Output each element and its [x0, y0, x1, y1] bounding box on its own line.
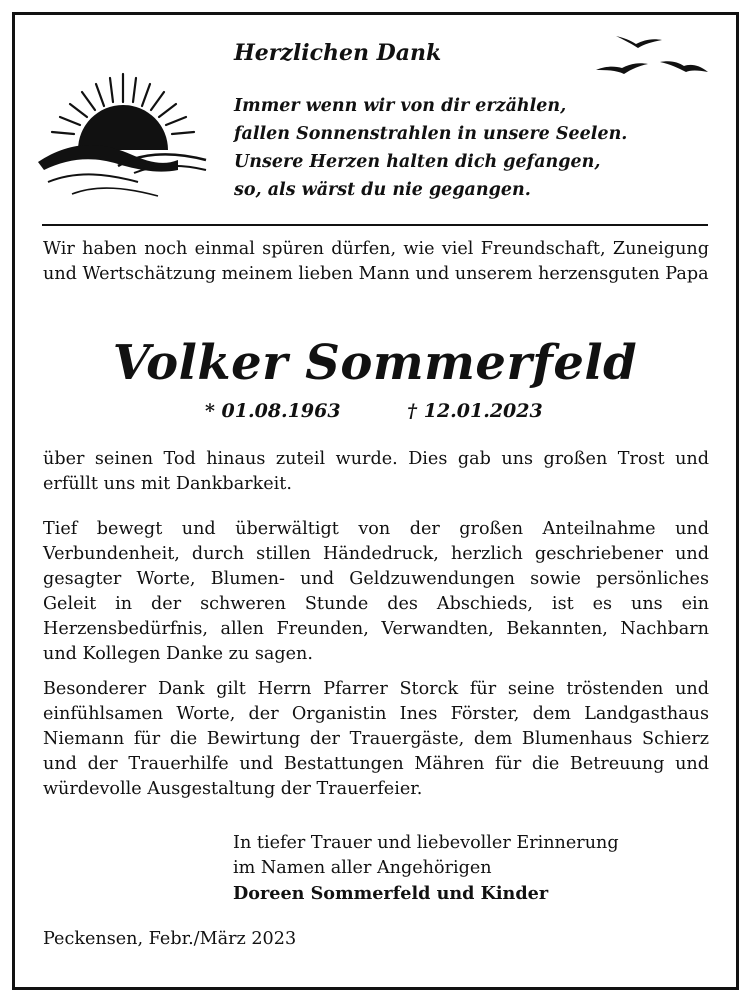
closing-block	[233, 831, 619, 906]
life-dates	[205, 400, 543, 422]
closing-line: In tiefer Trauer und liebevoller Erinnerung	[233, 833, 619, 853]
closing-line: im Namen aller Angehörigen	[233, 858, 492, 878]
sunrise-illustration	[38, 70, 208, 200]
birth-date: * 01.08.1963	[205, 400, 341, 422]
divider	[42, 224, 708, 226]
intro-paragraph: Wir haben noch einmal spüren dürfen, wie viel Freundschaft, Zuneigung und Wertschätzung meinem lieben Mann und unserem herzensguten Papa	[43, 239, 709, 284]
heading: Herzlichen Dank	[234, 40, 442, 66]
place-and-date: Peckensen, Febr./März 2023	[43, 929, 297, 949]
special-thanks-paragraph: Besonderer Dank gilt Herrn Pfarrer Storck für seine tröstenden und einfühlsamen Worte, der Organistin Ines Förster, dem Landgasthaus Niemann für die Bewirtung der Trauergäste, dem Blumenhaus Schierz und der Trauerhilfe und Bestattungen Mähren für die Betreuung und würdevolle Ausgestaltung der Trauerfeier.	[43, 679, 709, 799]
poem-line: Unsere Herzen halten dich gefangen,	[234, 152, 601, 172]
signature: Doreen Sommerfeld und Kinder	[233, 883, 549, 904]
birds-illustration	[592, 32, 710, 82]
after-name-paragraph: über seinen Tod hinaus zuteil wurde. Dies gab uns großen Trost und erfüllt uns mit Dankbarkeit.	[43, 449, 709, 494]
thanks-paragraph: Tief bewegt und überwältigt von der großen Anteilnahme und Verbundenheit, durch stillen Händedruck, herzlich geschriebener und gesagter Worte, Blumen- und Geldzuwendungen sowie persönliches Geleit in der schweren Stunde des Abschieds, ist es uns ein Herzensbedürfnis, allen Freunden, Verwandten, Bekannten, Nachbarn und Kollegen Danke zu sagen.	[43, 519, 709, 664]
deceased-name: Volker Sommerfeld	[112, 335, 638, 391]
poem-line: so, als wärst du nie gegangen.	[234, 180, 531, 200]
poem-line: Immer wenn wir von dir erzählen,	[234, 96, 567, 116]
poem-line: fallen Sonnenstrahlen in unsere Seelen.	[234, 124, 628, 144]
death-date: † 12.01.2023	[407, 400, 543, 422]
poem	[234, 92, 627, 204]
